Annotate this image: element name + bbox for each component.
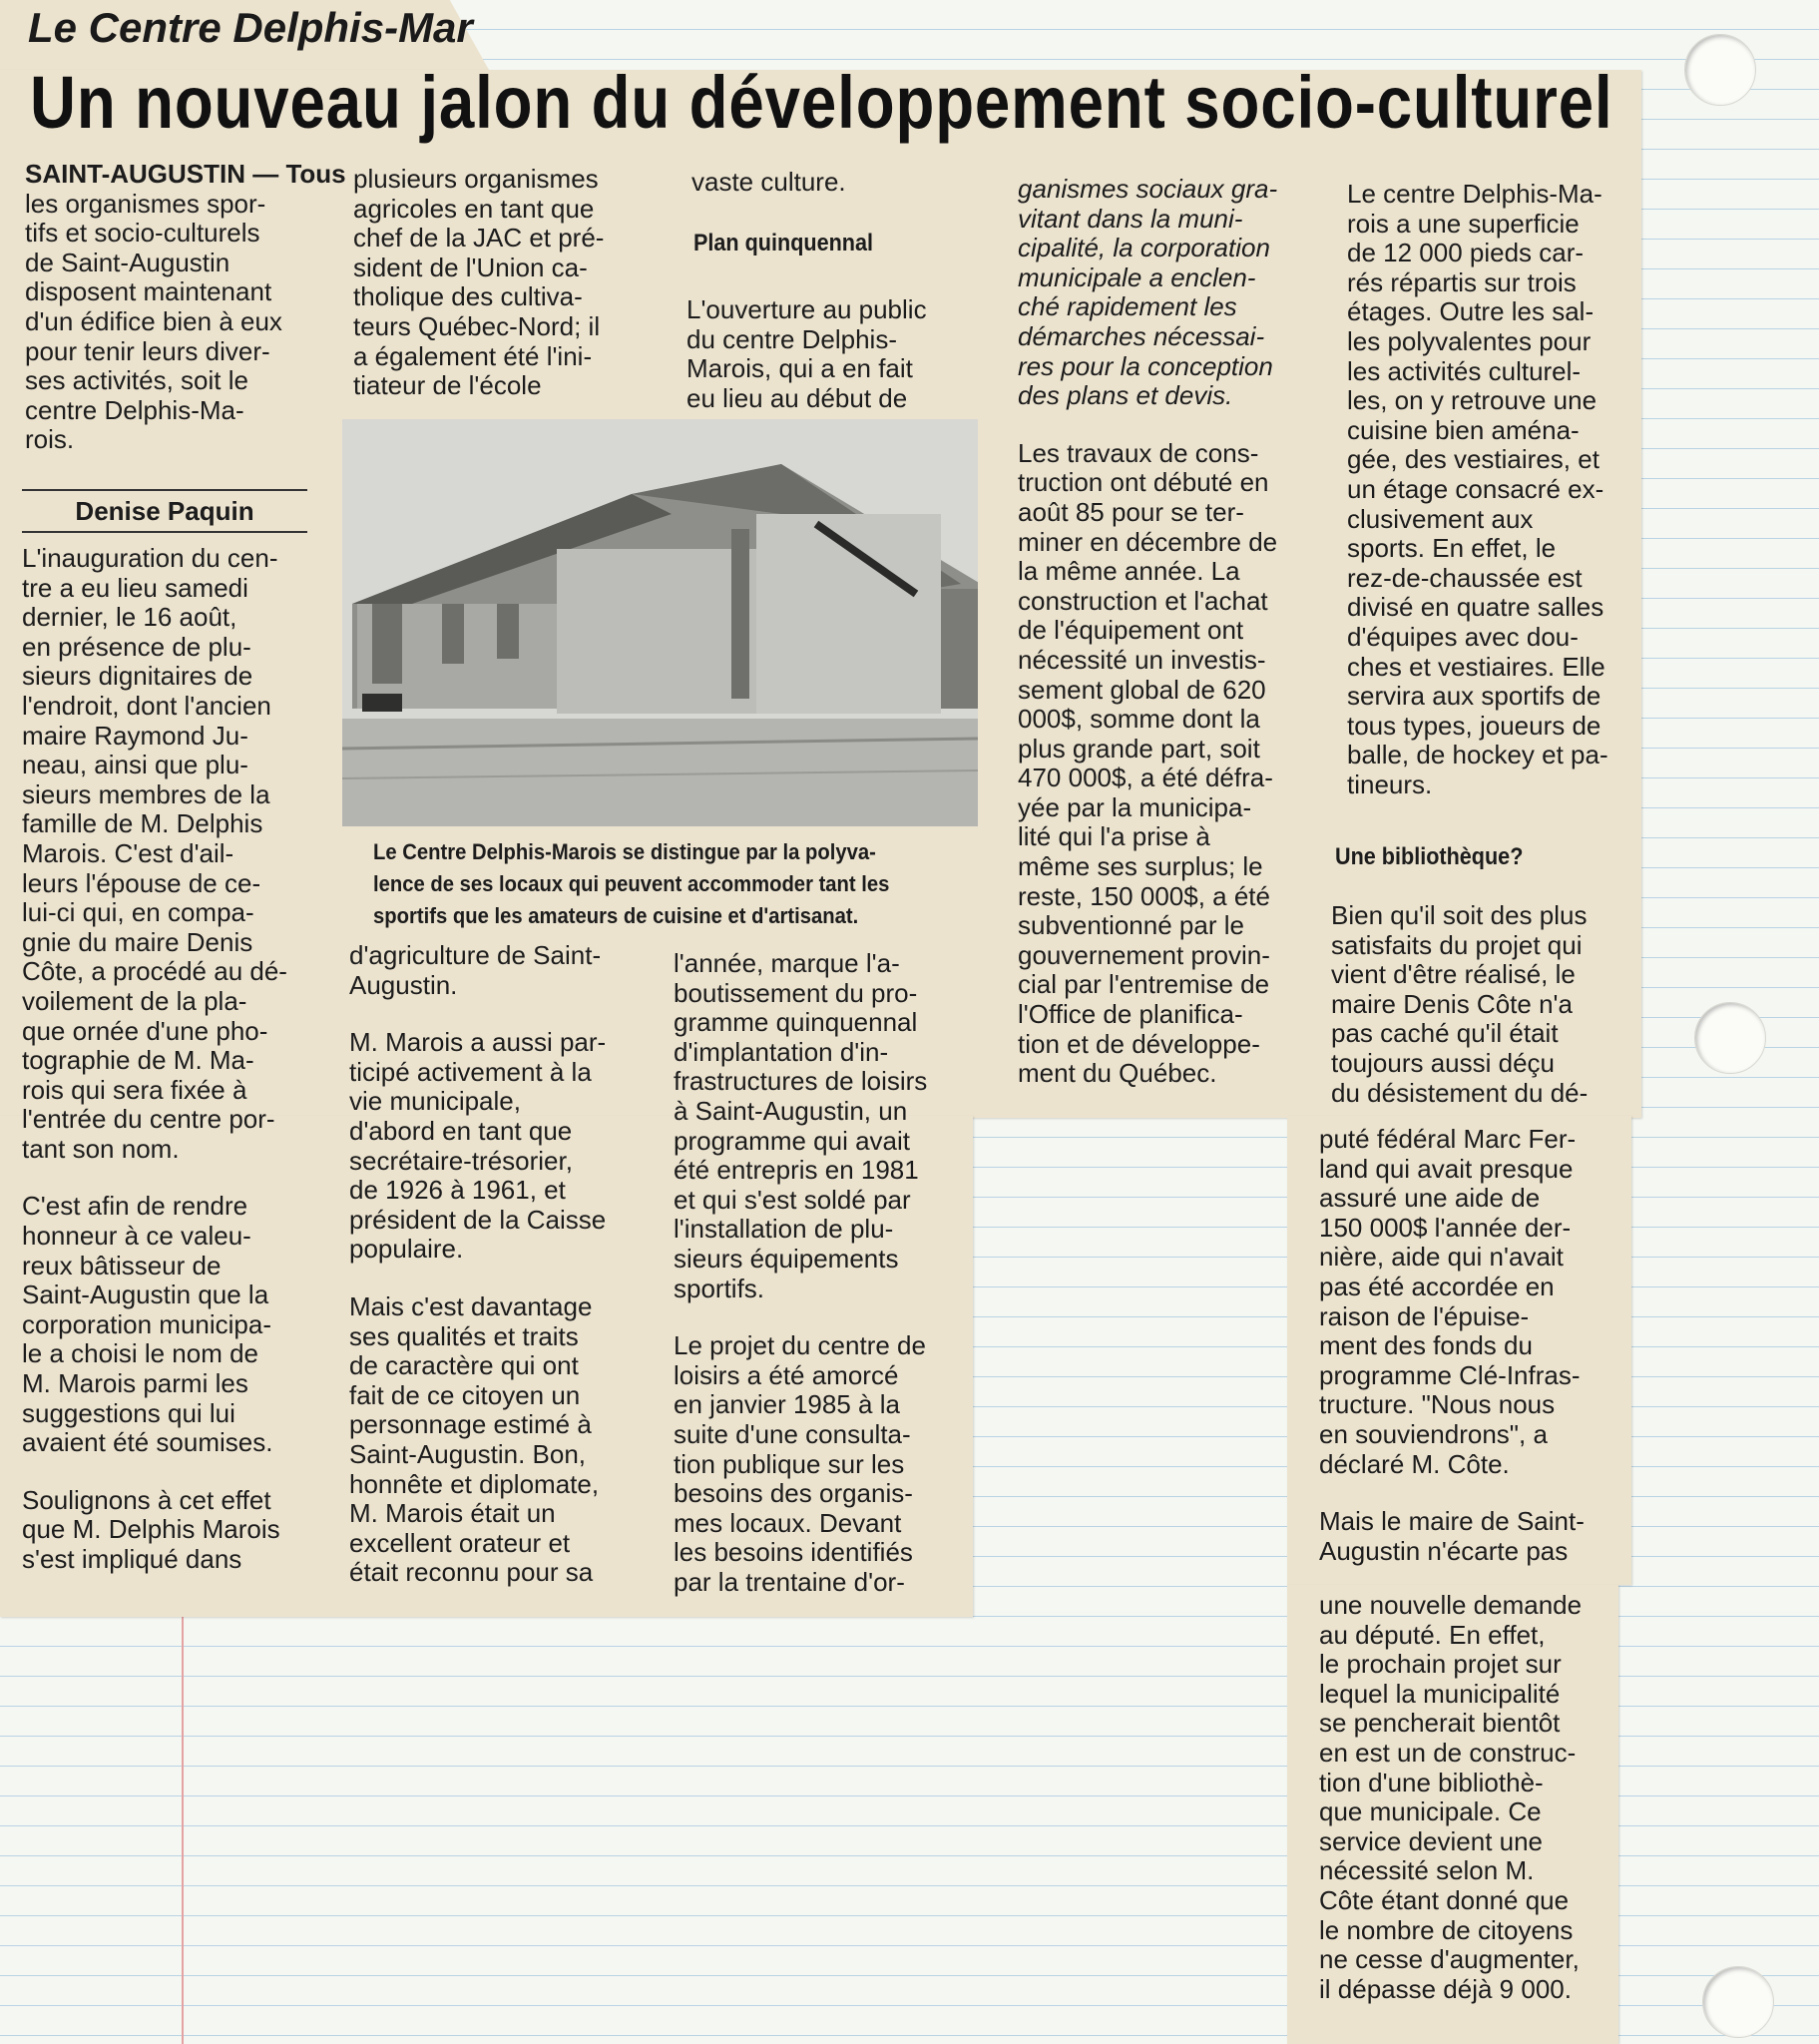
text-line: balle, de hockey et pa-	[1347, 740, 1608, 770]
text-line: famille de M. Delphis	[22, 808, 263, 839]
photo-caption	[373, 836, 889, 932]
text-line: disposent maintenant	[25, 276, 272, 307]
text-line: truction ont débuté en	[1018, 467, 1269, 498]
text-line: sportifs.	[674, 1273, 765, 1303]
text-line: ses qualités et traits	[349, 1320, 579, 1351]
text-line: que ornée d'une pho-	[22, 1015, 268, 1046]
text-line: la même année. La	[1018, 556, 1240, 587]
binder-hole-bottom	[1702, 1966, 1774, 2038]
text-line: secrétaire-trésorier,	[349, 1145, 573, 1176]
text-line: gée, des vestiaires, et	[1347, 444, 1599, 475]
text-line: d'équipes avec dou-	[1347, 621, 1579, 652]
subhead-plan: Plan quinquennal	[693, 230, 874, 256]
text-line: land qui avait presque	[1319, 1153, 1574, 1184]
text-line: d'abord en tant que	[349, 1115, 573, 1146]
text-line: toujours aussi déçu	[1331, 1047, 1556, 1078]
text-line: tion d'une bibliothè-	[1319, 1767, 1544, 1797]
text-line: en présence de plu-	[22, 631, 251, 662]
text-line: nécessité un investis-	[1018, 644, 1266, 675]
text-line: rois a une superficie	[1347, 208, 1580, 239]
paragraph	[1018, 175, 1277, 411]
text-line: programme Clé-Infras-	[1319, 1359, 1581, 1390]
text-line: teurs Québec-Nord; il	[353, 310, 601, 341]
text-line: service devient une	[1319, 1825, 1544, 1856]
intro-lead: SAINT-AUGUSTIN — Tous	[25, 159, 346, 189]
text-line: ticipé activement à la	[349, 1056, 592, 1087]
text-line: en est un de construc-	[1319, 1737, 1577, 1768]
text-line: tiateur de l'école	[353, 370, 542, 401]
text-line: Saint-Augustin. Bon,	[349, 1438, 587, 1469]
text-line: satisfaits du projet qui	[1331, 929, 1583, 960]
paragraph	[353, 165, 604, 401]
text-line: Côte, a procédé au dé-	[22, 956, 287, 987]
text-line: l'endroit, dont l'ancien	[22, 690, 271, 721]
text-line: de 1926 à 1961, et	[349, 1175, 566, 1206]
paragraph	[349, 1292, 606, 1588]
paragraph	[674, 949, 927, 1303]
text-line: voilement de la pla-	[22, 985, 247, 1016]
text-line: tion publique sur les	[674, 1448, 905, 1479]
text-line: rez-de-chaussée est	[1347, 562, 1583, 593]
text-line: dernier, le 16 août,	[22, 602, 237, 633]
text-line: puté fédéral Marc Fer-	[1319, 1124, 1577, 1154]
text-line: cipalité, la corporation	[1018, 233, 1270, 263]
text-line: subventionné par le	[1018, 910, 1244, 941]
text-line: 150 000$ l'année der-	[1319, 1212, 1572, 1243]
paragraph	[1319, 1591, 1582, 2004]
text-line: res pour la conception	[1018, 350, 1273, 381]
text-line: cial par l'entremise de	[1018, 969, 1270, 1000]
text-line: rois qui sera fixée à	[22, 1074, 247, 1105]
text-line: de caractère qui ont	[349, 1350, 579, 1381]
text-line: Le centre Delphis-Ma-	[1347, 179, 1602, 209]
text-line: a également été l'ini-	[353, 340, 593, 371]
paragraph	[1331, 901, 1588, 1108]
text-line: du centre Delphis-	[686, 323, 897, 354]
text-line: M. Marois parmi les	[22, 1368, 248, 1399]
text-line: d'agriculture de Saint-	[349, 940, 602, 970]
text-line: avaient été soumises.	[22, 1427, 273, 1458]
text-line: ganismes sociaux gra-	[1018, 174, 1278, 204]
text-line: centre Delphis-Ma-	[25, 394, 244, 425]
column-5	[1347, 180, 1608, 799]
text-line: 000$, somme dont la	[1018, 704, 1260, 735]
paragraph	[674, 1331, 927, 1597]
text-line: honnête et diplomate,	[349, 1468, 600, 1499]
text-line: en souviendrons", a	[1319, 1418, 1548, 1449]
text-line: de Saint-Augustin	[25, 247, 230, 277]
text-line: nière, aide qui n'avait	[1319, 1242, 1564, 1273]
text-line: maire Denis Côte n'a	[1331, 988, 1573, 1019]
text-line: vie municipale,	[349, 1086, 521, 1117]
text-line: gramme quinquennal	[674, 1007, 918, 1038]
text-line: de l'équipement ont	[1018, 615, 1244, 646]
kicker: Le Centre Delphis-Mar	[28, 4, 473, 51]
text-line: de 12 000 pieds car-	[1347, 238, 1585, 268]
margin-line	[182, 1597, 184, 2044]
text-line: municipale a enclen-	[1018, 261, 1256, 292]
text-line: frastructures de loisirs	[674, 1066, 928, 1097]
text-line: plus grande part, soit	[1018, 733, 1260, 764]
text-line: à Saint-Augustin, un	[674, 1095, 908, 1126]
text-line: sieurs dignitaires de	[22, 661, 253, 692]
text-line: miner en décembre de	[1018, 526, 1278, 557]
text-line: reste, 150 000$, a été	[1018, 880, 1270, 911]
text-line: gnie du maire Denis	[22, 926, 253, 957]
text-line: raison de l'épuise-	[1319, 1300, 1530, 1331]
text-line: populaire.	[349, 1234, 464, 1265]
text-line: Mais le maire de Saint-	[1319, 1506, 1585, 1537]
building-illustration	[342, 419, 978, 826]
text-line: ses activités, soit le	[25, 365, 248, 396]
text-line: cuisine bien aména-	[1347, 414, 1580, 445]
text-line: l'installation de plu-	[674, 1214, 894, 1245]
paragraph	[1319, 1507, 1585, 1566]
text-line: étages. Outre les sal-	[1347, 296, 1594, 327]
text-line: Marois, qui a en fait	[686, 353, 913, 384]
text-line: corporation municipa-	[22, 1308, 272, 1339]
byline: Denise Paquin	[22, 489, 307, 533]
text-line: il dépasse déjà 9 000.	[1319, 1973, 1572, 2004]
text-line: eu lieu au début de	[686, 382, 908, 413]
intro-paragraph	[25, 190, 346, 455]
paragraph	[349, 1028, 606, 1265]
text-line: en janvier 1985 à la	[674, 1389, 900, 1420]
text-line: tion et de développe-	[1018, 1028, 1260, 1059]
text-line: gouvernement provin-	[1018, 939, 1270, 970]
text-line: chef de la JAC et pré-	[353, 223, 605, 254]
text-line: neau, ainsi que plu-	[22, 750, 248, 780]
text-line: vient d'être réalisé, le	[1331, 959, 1576, 990]
text-line: nécessité selon M.	[1319, 1855, 1535, 1886]
text-line: servira aux sportifs de	[1347, 681, 1601, 712]
text-line: lui-ci qui, en compa-	[22, 897, 254, 928]
text-line: L'ouverture au public	[686, 294, 927, 324]
text-line: leurs l'épouse de ce-	[22, 867, 261, 898]
binder-hole-middle	[1694, 1002, 1766, 1074]
paragraph	[22, 1192, 287, 1457]
column-3-bottom	[674, 949, 927, 1625]
text-line: tographie de M. Ma-	[22, 1045, 254, 1076]
text-line: se pencherait bientôt	[1319, 1708, 1561, 1739]
text-line: l'entrée du centre por-	[22, 1104, 275, 1135]
text-line: d'implantation d'in-	[674, 1036, 889, 1067]
paragraph	[1347, 180, 1608, 799]
text-line: président de la Caisse	[349, 1204, 607, 1235]
text-line: même ses surplus; le	[1018, 851, 1263, 882]
text-line: maire Raymond Ju-	[22, 720, 248, 751]
paragraph	[691, 168, 846, 198]
text-line: les organismes spor-	[25, 188, 266, 219]
text-line: au député. En effet,	[1319, 1619, 1546, 1650]
text-line: ment des fonds du	[1319, 1330, 1533, 1361]
text-line: tant son nom.	[22, 1133, 180, 1164]
text-line: rés répartis sur trois	[1347, 266, 1577, 297]
text-line: lité qui l'a prise à	[1018, 821, 1210, 852]
text-line: l'Office de planifica-	[1018, 999, 1243, 1030]
text-line: ché rapidement les	[1018, 291, 1237, 322]
text-line: sportifs que les amateurs de cuisine et d'artisanat.	[373, 903, 859, 928]
column-5-c	[1319, 1125, 1585, 1594]
text-line: 470 000$, a été défra-	[1018, 763, 1273, 793]
text-line: excellent orateur et	[349, 1527, 571, 1558]
text-line: et qui s'est soldé par	[674, 1184, 911, 1215]
text-line: Augustin n'écarte pas	[1319, 1535, 1569, 1566]
column-4	[1018, 175, 1277, 1117]
text-line: Le Centre Delphis-Marois se distingue par la polyva-	[373, 839, 876, 864]
text-line: Bien qu'il soit des plus	[1331, 900, 1588, 930]
column-1	[25, 160, 346, 455]
text-line: L'inauguration du cen-	[22, 543, 278, 573]
text-line: lequel la municipalité	[1319, 1678, 1561, 1709]
text-line: sieurs membres de la	[22, 778, 270, 809]
text-line: les activités culturel-	[1347, 355, 1582, 386]
text-line: des plans et devis.	[1018, 380, 1233, 411]
text-line: construction et l'achat	[1018, 585, 1268, 616]
text-line: programme qui avait	[674, 1125, 910, 1156]
text-line: tructure. "Nous nous	[1319, 1389, 1556, 1420]
column-5-b	[1331, 901, 1588, 1108]
text-line: s'est impliqué dans	[22, 1544, 242, 1574]
text-line: ches et vestiaires. Elle	[1347, 651, 1605, 682]
text-line: Marois. C'est d'ail-	[22, 837, 234, 868]
column-3-top-b	[686, 295, 927, 413]
text-line: démarches nécessai-	[1018, 320, 1265, 351]
text-line: pas été accordée en	[1319, 1271, 1555, 1301]
text-line: C'est afin de rendre	[22, 1191, 248, 1222]
text-line: Le projet du centre de	[674, 1330, 926, 1361]
text-line: que municipale. Ce	[1319, 1796, 1542, 1827]
text-line: l'année, marque l'a-	[674, 948, 900, 978]
text-line: Saint-Augustin que la	[22, 1279, 269, 1310]
column-2-top	[353, 165, 604, 401]
text-line: clusivement aux	[1347, 503, 1534, 534]
text-line: vaste culture.	[691, 167, 846, 197]
text-line: tre a eu lieu samedi	[22, 572, 248, 603]
text-line: Mais c'est davantage	[349, 1290, 593, 1321]
paragraph	[349, 941, 606, 1000]
column-1-body	[22, 544, 287, 1603]
text-line: d'un édifice bien à eux	[25, 305, 282, 336]
text-line: tholique des cultiva-	[353, 281, 583, 312]
paragraph	[22, 544, 287, 1164]
text-line: les polyvalentes pour	[1347, 325, 1592, 356]
text-line: le nombre de citoyens	[1319, 1914, 1574, 1945]
text-line: pas caché qu'il était	[1331, 1018, 1559, 1049]
text-line: suggestions qui lui	[22, 1397, 235, 1428]
column-2-bottom	[349, 941, 606, 1616]
text-line: reux bâtisseur de	[22, 1250, 222, 1280]
column-3-top	[691, 168, 846, 198]
text-line: un étage consacré ex-	[1347, 473, 1604, 504]
text-line: Les travaux de cons-	[1018, 437, 1259, 468]
column-5-e	[1319, 1591, 1582, 2004]
text-line: vitant dans la muni-	[1018, 203, 1243, 234]
text-line: Côte étant donné que	[1319, 1884, 1570, 1915]
text-line: loisirs a été amorcé	[674, 1359, 899, 1390]
text-line: sports. En effet, le	[1347, 533, 1557, 564]
text-line: ment du Québec.	[1018, 1058, 1217, 1089]
text-line: agricoles en tant que	[353, 193, 595, 224]
text-line: août 85 pour se ter-	[1018, 496, 1244, 527]
text-line: lence de ses locaux qui peuvent accommoder tant les	[373, 871, 890, 896]
headline: Un nouveau jalon du développement socio-culturel	[30, 61, 1613, 144]
text-line: plusieurs organismes	[353, 164, 599, 194]
text-line: déclaré M. Côte.	[1319, 1448, 1510, 1479]
paragraph	[1018, 439, 1277, 1089]
text-line: sement global de 620	[1018, 674, 1266, 705]
text-line: honneur à ce valeu-	[22, 1221, 251, 1252]
text-line: du désistement du dé-	[1331, 1077, 1589, 1108]
binder-hole-top	[1684, 34, 1756, 106]
text-line: ne cesse d'augmenter,	[1319, 1944, 1580, 1975]
text-line: sident de l'Union ca-	[353, 252, 588, 282]
text-line: personnage estimé à	[349, 1409, 592, 1440]
text-line: les besoins identifiés	[674, 1537, 913, 1568]
text-line: mes locaux. Devant	[674, 1507, 902, 1538]
text-line: le a choisi le nom de	[22, 1338, 259, 1369]
paragraph	[1319, 1125, 1585, 1479]
text-line: yée par la municipa-	[1018, 791, 1252, 822]
text-line: sieurs équipements	[674, 1243, 899, 1274]
text-line: été entrepris en 1981	[674, 1155, 919, 1186]
text-line: que M. Delphis Marois	[22, 1514, 280, 1545]
text-line: tineurs.	[1347, 768, 1433, 799]
text-line: les, on y retrouve une	[1347, 385, 1597, 416]
text-line: tous types, joueurs de	[1347, 710, 1601, 741]
text-line: assuré une aide de	[1319, 1183, 1541, 1214]
subhead-bibliotheque: Une bibliothèque?	[1335, 843, 1524, 870]
text-line: rois.	[25, 424, 75, 455]
text-line: suite d'une consulta-	[674, 1418, 911, 1449]
text-line: le prochain projet sur	[1319, 1649, 1562, 1680]
paragraph	[686, 295, 927, 413]
text-line: boutissement du pro-	[674, 977, 918, 1008]
paragraph	[22, 1486, 287, 1575]
text-line: Augustin.	[349, 969, 458, 1000]
text-line: M. Marois a aussi par-	[349, 1027, 607, 1058]
text-line: tifs et socio-culturels	[25, 218, 260, 249]
building-photo	[342, 419, 978, 826]
text-line: fait de ce citoyen un	[349, 1379, 581, 1410]
text-line: était reconnu pour sa	[349, 1557, 594, 1588]
text-line: Soulignons à cet effet	[22, 1484, 271, 1515]
text-line: par la trentaine d'or-	[674, 1566, 905, 1597]
text-line: divisé en quatre salles	[1347, 592, 1604, 623]
text-line: une nouvelle demande	[1319, 1590, 1583, 1620]
text-line: pour tenir leurs diver-	[25, 335, 270, 366]
text-line: M. Marois était un	[349, 1498, 556, 1529]
text-line: besoins des organis-	[674, 1478, 913, 1509]
